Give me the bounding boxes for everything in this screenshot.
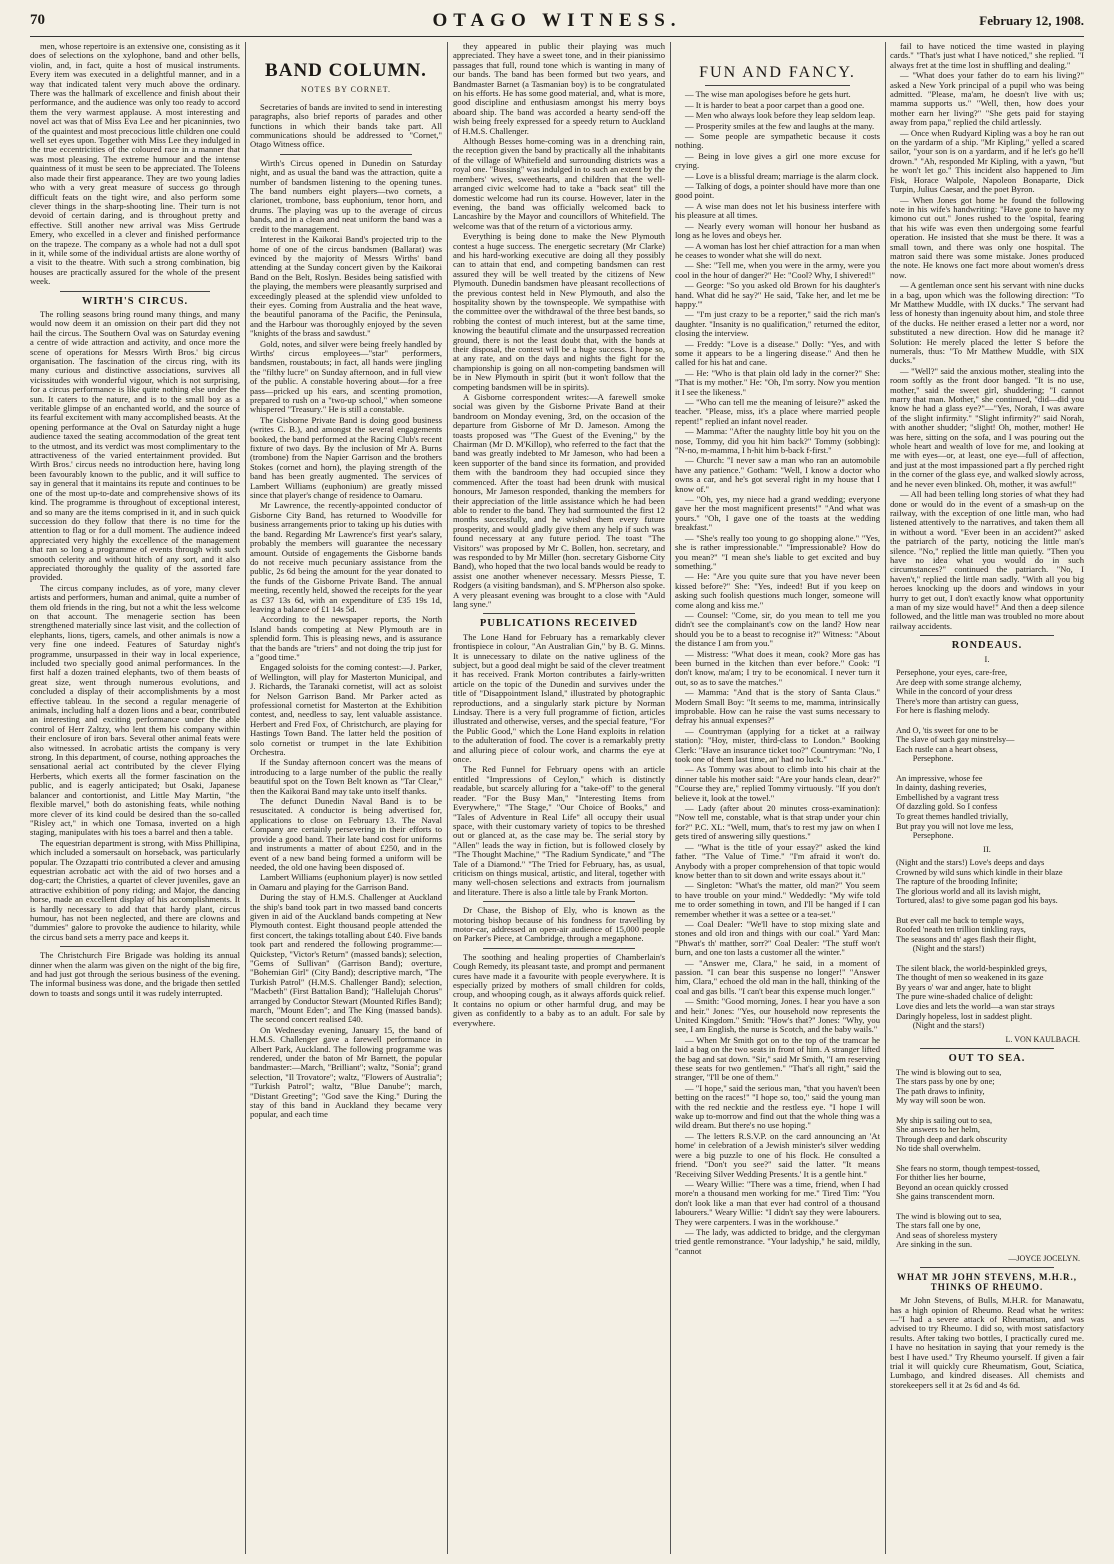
verse-line: Are sinking in the sun. [896, 1240, 973, 1250]
issue-date: February 12, 1908. [979, 13, 1084, 28]
circus-heading: WIRTH'S CIRCUS. [81, 295, 189, 307]
verse-line [896, 764, 1084, 774]
verse-line: The wind is blowing out to sea, [896, 1067, 1002, 1077]
quip: — Love is a blissful dream; marriage is the alarm clock. [685, 170, 879, 181]
quip: — Mistress: "What does it mean, cook? More gas has been burned in the kitchen than ever before." Cook: "I don't know, ma'am; I try to be economical. I never turn it out, so as to save the matches." [675, 648, 880, 687]
verse-line: Embellished by a vagrant tress [896, 792, 999, 802]
verse-line: Tortured, alas! to give some pagan god his bays. [896, 896, 1058, 906]
column-3 [453, 42, 665, 1554]
quip: — "I hope," said the serious man, "that you haven't been betting on the races!" "I hope so, too," said the young man with the red necktie and the restless eye. "I hope I will wake up to-morrow and find out that the whole thing was a wild dream. But there's no use hoping." [675, 1082, 880, 1131]
band-column-intro: Secretaries of bands are invited to send in interesting paragraphs, also brief reports of parades and other functions in which their bands take part. All communications should be addressed to "Cornet," Otago Witness office. [250, 101, 442, 150]
column-rule [670, 42, 671, 1554]
page-number: 70 [30, 12, 45, 28]
verse-line: And O, 'tis sweet for one to be [896, 725, 998, 735]
publications-paragraph: The Lone Hand for February has a remarkably clever frontispiece in colour, "An Australian Gin," by B. G. Minns. It is unnecessary to dilate on the native ugliness of the subject, but a good deal might be said of the clever treatment it has received. Frank Morton contributes a fairly-written article on the topic of the Dunedin and survives under the title of "Disappointment Island," illustrated by photographic reproductions, and a singularly stark picture by Norman Lindsay. There is a very full programme of fiction, articles illustrated and otherwise, verses, and the special feature, "For the Public Good," which the Lone Hand exploits in relation to the adulteration of food. The cover is a remarkably pretty and alluring piece of colour work, and charms the eye at once. [453, 631, 665, 765]
circus-paragraph: The rolling seasons bring round many things, and many would now deem it an omission on their part did they not hail the circus. The Southern Oval was on Saturday evening a centre of wide attraction and activity, and once more the scene of operations for Messrs Wirth Bros.' big circus organisation. The fascination of the circus ring, with its many curious and distinctive associations, survives all vicissitudes with wonderful vigour, which is not surprising, for a circus performance is like quite nothing else under the sun. It caters to the nature, and is to the small boy as a veritable glimpse of an enchanted world, and the source of its fearful excitement with many accomplished beasts. At the opening performance at the Oval on Saturday night a huge audience taxed the seating accommodation of the great tent to the utmost, and its verdict was most complimentary to the attractiveness of the varied entertainment provided. But Wirth Bros.' circus needs no introduction here, having long been favourably known to the public, and it will suffice to say in general that it maintains its repute and continues to be one of the most up-to-date and comprehensive shows of its kind. The programme is throughout of exceptional interest, and so many are the items comprised in it, and in such quick succession do they follow that there is no time for the attention to flag or for a dull moment. The audience indeed appreciated very highly the excellence of the management that ran so long a programme of events through with such smooth celerity and without hitch of any sort, and it also appreciated thoroughly the quality of the assorted fare provided. [30, 308, 240, 583]
quip: — The wise man apologises before he gets hurt. [685, 89, 851, 100]
verse-line: My ship is sailing out to sea, [896, 1115, 993, 1125]
verse-line: No tide shall overwhelm. [896, 1144, 981, 1154]
publications-paragraph: The Red Funnel for February opens with an article entitled "Impressions of Ceylon," which is distinctly readable, but scarcely alluring for a "take-off" to the general reader. "For the Busy Man," "Interesting Items from Everywhere," "The Stage," "Our Choice of Books," and "Tales of Adventure in Real Life" all occupy their usual space, with their customary variety of topics to be threshed out or glanced at, as the case may be. The serial story by "Allen" leads the way in fiction, but is followed closely by "The Thought Machine," "The Radium Syndicate," and "The Tale of a Diamond." "The Tried for February, has, as usual, criticism on things musical, artistic, and literal, together with many well-chosen selections and extracts from journalism and literature. There is also a little tale by Frank Morton. [453, 764, 665, 897]
band-paragraph: Mr Lawrence, the recently-appointed conductor of Gisborne City Band, has returned to Woodville for business arrangements prior to taking up his duties with the band. Regarding Mr Lawrence's first year's salary, probably the members will guarantee the necessary amount. Outside of engagements the Gisborne bands do not receive much pecuniary assistance from the public, 2s 6d being the amount for the year donated to the funds of the Gisborne Private Band. The annual meeting, recently held, showed the receipts for the year as £37 13s 6d, with an expenditure of £35 19s 1d, leaving a balance of £1 14s 5d. [250, 500, 442, 614]
band-column-byline: NOTES BY CORNET. [301, 85, 391, 95]
rheumo-heading: WHAT MR JOHN STEVENS, M.H.R., THINKS OF RHEUMO. [897, 1272, 1077, 1292]
verse-line: Daringly hopeless, lost in saddest plight. [896, 1011, 1033, 1021]
bishop-paragraph: Dr Chase, the Bishop of Ely, who is known as the motoring bishop because of his fondness for travelling by motor-car, addressed an open-air audience of 15,000 people on Parker's Piece, at Cambridge, through a megaphone. [453, 905, 665, 944]
divider [920, 1267, 1054, 1268]
quip: — Mamma: "And that is the story of Santa Claus." Modern Small Boy: "It seems to me, mamma, intrinsically improbable. How can he raise the vast sums necessary to defray his annual expenses?" [675, 687, 880, 726]
quip: — Smith: "Good morning, Jones. I hear you have a son and heir." Jones: "Yes, our household now represents the United Kingdom." Smith: "How's that?" Jones: "Why, you see, I am English, the nurse is Scotch, and the baby wails." [675, 996, 880, 1035]
quip: — A wise man does not let his business interfere with his pleasure at all times. [675, 200, 880, 221]
quip: — The lady, was addicted to bridge, and the clergyman tried gentle remonstrance. "Your ladyship," he said, mildly, "cannot [675, 1226, 880, 1256]
verse-line: The silent black, the world-bespinkled greys, [896, 963, 1047, 973]
quip: — Lady (after about 20 minutes cross-examination): "Now tell me, constable, what is that strap under your chin for?" P.C. XL: "Well, mum, that's to rest my jaw on when I gets tired of answering silly questions." [675, 803, 880, 842]
verse-line [896, 1154, 1084, 1164]
verse-line: Persephone. [896, 831, 954, 841]
column-2 [250, 42, 442, 1554]
quip: — Prosperity smiles at the few and laughs at the many. [685, 120, 875, 131]
divider [483, 948, 635, 949]
fire-brigade-paragraph: The Christchurch Fire Brigade was holding its annual dinner when the alarm was given on the night of the big fire, and had just got through the serious business of the evening. The informal business was done, and the brigade then settled down to toasts and songs until it was rudely interrupted. [30, 950, 240, 998]
rondeau-number: II. [983, 844, 991, 854]
verse-line: While in the concord of your dress [896, 687, 1013, 697]
verse-line: Are deep with some strange alchemy, [896, 677, 1022, 687]
verse-line: In dainty, dashing reveries, [896, 783, 987, 793]
verse-line: But ever call me back to temple ways, [896, 915, 1024, 925]
quip: — "Oh, yes, my niece had a grand wedding; everyone gave her the most magnificent presents!" "And what was yours." "Oh, I gave one of the toasts at the wedding breakfast." [675, 494, 880, 533]
verse-line [896, 906, 1084, 916]
quip: — Mamma: "After the naughty little boy hit you on the nose, Tommy, did you hit him back?" Tommy (sobbing): "N-no, m-mamma, I h-hit him b-back f-first." [675, 426, 880, 456]
publications-heading: PUBLICATIONS RECEIVED [479, 618, 639, 630]
quip: — It is harder to beat a poor carpet than a good one. [685, 99, 865, 110]
band-paragraph: The Gisborne Private Band is doing good business (writes C. B.), and amongst the several engagements booked, the band performed at the Racing Club's recent fixture of two days. By the inclusion of Mr A. Burns (trombone) from the Napier Garrison and the brothers Stokes (cornet and horn), the playing strength of the band has been greatly augmented. The services of Lambert Williams (euphonium) are greatly missed since that player's change of residence to Oamaru. [250, 414, 442, 501]
quip: — Nearly every woman will honour her husband as long as he loves and obeys her. [675, 220, 880, 241]
rondeau-number: I. [984, 654, 990, 664]
verse-line: The glorious world and all its lavish might, [896, 886, 1041, 896]
verse-line [896, 716, 1084, 726]
verse-line: My way will soon be won. [896, 1096, 986, 1106]
quip: — A gentleman once sent his servant with nine ducks in a bag, upon which was the following direction: "To Mr Matthew Muddle, with IX ducks." The servant had less of honesty than ingenuity about him, and stole three of the ducks. He neither erased a letter nor a word, nor substituted a new direction. How did he manage it? Solution: He merely placed the letter S before the numerals, thus: "To Mr Matthew Muddle, with SIX ducks." [890, 280, 1084, 366]
out-to-sea-poem [890, 1068, 1084, 1250]
verse-line: Persephone. [896, 754, 954, 764]
divider [483, 613, 635, 614]
column-rule [447, 42, 448, 1554]
quip: — Men who always look before they leap seldom leap. [685, 110, 875, 121]
verse-line: To great themes handled trivially, [896, 811, 1009, 821]
rheumo-advert: Mr John Stevens, of Bulls, M.H.R. for Manawatu, has a high opinion of Rheumo. Read what he writes:—"I had a severe attack of Rheumatism, and was advised to try Rheumo. I did so, with most satisfactory results. After taking two bottles, I practically cured me. I have no hesitation in saying that your remedy is the best I have used." Try Rheumo yourself. If given a fair trial it will quickly cure Rheumatism, Gout, Sciatica, Lumbago, and kindred diseases. All chemists and storekeepers sell it at 2s 6d and 4s 6d. [890, 1295, 1084, 1390]
band-paragraph: Gold, notes, and silver were being freely handled by Wirths' circus employees—"star" performers, bandsmen, roustabouts; in fact, all hands were jingling the "filthy lucre" on Sunday afternoon, and in full view of the public. A constable hovering about—for a free pass—pricked up his ears, and scenting promotion, prepared to rush on a "two-up school," when someone whispered "Treasury." He is still a constable. [250, 338, 442, 415]
verse-line: Through deep and dark obscurity [896, 1134, 1008, 1144]
column-rule [245, 42, 246, 1554]
verse-line: She gains transcendent morn. [896, 1192, 995, 1202]
verse-line: She answers to her helm, [896, 1125, 980, 1135]
quip: — "Answer me, Clara," he said, in a moment of passion. "I can bear this suspense no longer!" "Answer him, Clara," echoed the old man in the hall, thinking of the coal and gas bills. "I can't bear this expense much longer." [675, 957, 880, 996]
quip: — A woman has lost her chief attraction for a man when he ceases to wonder what she will do next. [675, 240, 880, 260]
verse-line: By years o' war and anger, hate to blight [896, 982, 1031, 992]
verse-line: The rapture of the brooding Infinite; [896, 877, 1018, 887]
band-paragraph: Everything is being done to make the New Plymouth contest a huge success. The energetic secretary (Mr Clarke) and his hard-working executive are doing all they possibly can to attain that end, and competing bandsmen can rest assured they will be well treated by the citizens of New Plymouth. Dunedin bandsmen have pleasant recollections of the previous contest held in New Plymouth, and also the hospitality shown by the townspeople. We sympathise with the committee over the withdrawal of the three best bands, so robbing the contest of much interest, but at the same time, knowing the beautiful climate and the unsurpassed recreation ground, there is not the least doubt that, with the bands at their disposal, the contest will be a huge success. I hope so, at any rate, and on the days and nights the fight for the championship is going on all non-competing bandsmen will be in New Plymouth in spirit (but it won't follow that the competing bandsmen will be in spirits). [453, 231, 665, 392]
quip: — Freddy: "Love is a disease." Dolly: "Yes, and with some it appears to be a lingering disease." And then he called for his hat and cane. [675, 338, 880, 368]
quip: — When Jones got home he found the following note in his wife's handwriting: "Have gone to have my kimono cut out." Jones rushed to the 'ospital, fearing that his wife was even then undergoing some fearful operation. He insisted that she must be there. It was a small town, and there was only one hospital. The matron said there was some mistake. Jones produced the note. He knows one fact more about women's dress now. [890, 194, 1084, 280]
column-1 [30, 42, 240, 1554]
quip: — "I'm just crazy to be a reporter," said the rich man's daughter. "Insanity is no qualification," returned the editor, closing the interview. [675, 309, 880, 339]
band-paragraph: On Wednesday evening, January 15, the band of H.M.S. Challenger gave a farewell performance in Albert Park, Auckland. The following programme was rendered, under the baton of Mr Barnett, the popular bandmaster:—March, "Brilliant"; waltz, "Sonia"; grand selection, "Il Trovatore"; waltz, "Flowers of Australia"; "Turkish Patrol"; waltz, "Blue Danube"; march, "Distant Greeting"; "God save the King." During the stay of this band in Auckland they became very popular, and each time [250, 1024, 442, 1120]
verse-line: The wind is blowing out to sea, [896, 1211, 1002, 1221]
divider [920, 635, 1054, 636]
band-paragraph: Interest in the Kaikorai Band's projected trip to the home of one of the circus bandsmen (Ballarat) was evinced by the majority of Messrs Wirths' band attending at the Sunday concert given by the Kaikorai Band on the Belt, Roslyn. Besides being satisfied with the playing, the members were pleasantly surprised and exceedingly pleased at the splendid view unfolded to their eyes. Coming from Australia and the heat wave, the beautiful panorama of the Pacific, the Peninsula, and the Harbour was thoroughly enjoyed by the seven "knights of the brass and sawdust." [250, 234, 442, 339]
circus-paragraph: The circus company includes, as of yore, many clever artists and performers, human and animal, quite a number of them old friends in the ring, but not a whit the less welcome on that account. The menagerie section has been strengthened materially since last visit, and the collection of elephants, lions, tigers, camels, and other animals is now a very fine one indeed. Features of Saturday night's programme, unsurpassed in their way in local experience, included two specially good animal performances. In the first half a dozen trained elephants, two of them beasts of great size, went through numerous evolutions, and concluded a display of their accomplishments by a most effective tableau. In the second a regular menagerie of animals, including half a dozen lions and a bear, contributed an interesting and exciting performance under the able control of Herr Zaltzy, who lent them his company within their enclosure of iron bars. Several other animal feats were also witnessed. In acrobatic artists the company is very strong. In this department, of course, nothing approaches the sensational aerial act contributed by the clever Flying Herberts, which exerts all the former fascination on the public, and is eagerly anticipated; but Osaki, Japanese balancer and contortionist, and Little May Martin, "the flexible marvel," both do astonishing feats, while nothing more clever of its kind could be desired than the so-called "Risley act," in which one Tomasa, inverted on a high staging, manipulates with his toes a barrel and then a table. [30, 582, 240, 838]
quip: — Once when Rudyard Kipling was a boy he ran out on the yardarm of a ship. "Mr Kipling," yelled a scared sailor, "your son is on a yardarm, and if he let's go he'll drown." "Ah, responded Mr Kipling, with a yawn, "but he won't let go." This incident also happened to Jim Fisk, Horace Walpole, Napoleon Bonaparte, Dick Turpin, Julius Caesar, and the poet Byron. [890, 127, 1084, 195]
verse-line: Beyond an ocean quickly crossed [896, 1182, 1009, 1192]
verse-line [896, 1106, 1084, 1116]
verse-line [896, 954, 1084, 964]
divider [60, 946, 210, 947]
quip: — Counsel: "Come, sir, do you mean to tell me you didn't see the complainant's cow on the land? How near should you be to a beast to recognise it?" Witness: "About the distance I am from you." [675, 609, 880, 649]
quip: — "What does your father do to earn his living?" asked a New York principal of a pupil who was being admitted. "Please, ma'am, he doesn't live with us; mamma supports us." "Well, then, how does your mother earn her living?" "She gets paid for staying away from papa," replied the child artlessly. [890, 70, 1084, 128]
quip: — Some people are sympathetic because it costs nothing. [675, 131, 880, 151]
quip: — He: "Who is that plain old lady in the corner?" She: "That is my mother." He: "Oh, I'm sorry. Now you mention it I see the likeness." [675, 367, 880, 397]
quip: — "Well?" said the anxious mother, stealing into the room softly as the front door banged. "It is no use, mother," said the sweet girl, shuddering; "I cannot marry that man. Mother," she continued, "did—did you know he had a glass eye?"—"Yes, Norah, I was aware of the slight infirmity." "Slight infirmity?" said Norah, with another shudder; "slight! Oh, mother, mother! He was here, sitting on the sofa, and I was pouring out the whole heart and wealth of love for me, and looking at me with eyes—or, at least, one eye—full of affection, and just at the most impassioned part a fly perched right in the corner of the glass eye, and walked slowly across, and he never even blinked. Oh, mother, it was awful!" [890, 365, 1084, 489]
verse-line: But pray you will not love me less, [896, 821, 1014, 831]
verse-line: And seas of shoreless mystery [896, 1230, 998, 1240]
quip: — George: "So you asked old Brown for his daughter's hand. What did he say?" He said, 'Take her, and let me be happy.'" [675, 280, 880, 309]
verse-line: For thither lies her bourne, [896, 1173, 986, 1183]
quip: — Countryman (applying for a ticket at a railway station): "Hoy, mister, third-class to London." Booking Clerk: "Have an insurance ticket too?" Countryman: "No, I took one of them last time, an' had no luck." [675, 725, 880, 765]
quip: — All had been telling long stories of what they had done or would do in the event of a smash-up on the railway, with the exception of one little man, who had listened attentively to the narratives, and taken them all in without a word. "Ever been in an accident?" asked the patriarch of the party, noticing the little man's silence. "No," replied the little man quietly. "Then you have no idea what you would do in such circumstances?" continued the patriarch. "No, I haven't," replied the little man sadly. "With all you big heroes knocking up the doors and windows in your hurry to get out, I don't exactly know what opportunity a man of my size would have!" And then a deep silence followed, and the little man was troubled no more about railway accidents. [890, 489, 1084, 631]
verse-line: The stars fall one by one, [896, 1221, 981, 1231]
newspaper-title: OTAGO WITNESS. [432, 10, 682, 31]
band-paragraph: Wirth's Circus opened in Dunedin on Saturday night, and as usual the band was the attraction, quite a number of bandsmen listening to the opening tunes. The band numbers eight players—two cornets, a clarionet, trombone, bass euphonium, tenor horn, and drums. The playing was up to the average of circus bands, and in a clean and neat uniform the band was a credit to the management. [250, 157, 442, 234]
verse-line: The path draws to infinity, [896, 1086, 985, 1096]
quip: — "What is the title of your essay?" asked the kind father. "The Value of Time." "I'm afraid it won't do. Anybody with a proper comprehension of that topic would know better than to sit down and write essays about it." [675, 841, 880, 880]
quip: — As Tommy was about to climb into his chair at the dinner table his mother said: "Are your hands clean, dear?" "Course they are," replied Tommy virtuously. "If you don't believe it, look at the towel." [675, 764, 880, 803]
rondeau-one [890, 668, 1084, 841]
verse-line: For here is flashing melody. [896, 706, 990, 716]
quip: fail to have noticed the time wasted in playing cards." "That's just what I have noticed," she replied. "I always fret at the time lost in shuffling and dealing." [890, 42, 1084, 70]
verse-line: Roofed 'neath ten trillion tinkling rays, [896, 925, 1026, 935]
divider [705, 85, 850, 86]
verse-line: The seasons and th' ages flash their flight, [896, 934, 1037, 944]
quip: — "Who can tell me the meaning of leisure?" asked the teacher. "Please, miss, it's a place where married people repent!" replied an infant novel reader. [675, 397, 880, 426]
rondeau-two [890, 858, 1084, 1031]
verse-line: Each rustle can a heart obsess, [896, 744, 998, 754]
quip: — The letters R.S.V.P. on the card announcing an 'At home' in celebration of a Jewish minister's silver wedding were a big puzzle to one of his flock. He consulted a friend. "Don't you see?" said the latter. "It means 'Receiving Silver Wedding Presents.' It is a gentle hint." [675, 1130, 880, 1179]
band-column-heading: BAND COLUMN. [265, 60, 427, 81]
verse-line: The stars pass by one by one; [896, 1077, 995, 1087]
band-paragraph: Although Besses home-coming was in a drenching rain, the reception given the band by practically all the inhabitants of the village of Whitefield and surrounding districts was a royal one. "Bussing" was indulged in to such an extent by the members' wives, sweethearts, and children that the well-arranged civic welcome had to take a "back seat" till the domestic welcome had run its course. However, later in the evening, the band was officially welcomed back to Lancashire by the Mayor and councillors of Whitefield. The welcome was that of the return of a victorious army. [453, 136, 665, 231]
band-paragraph: During the stay of H.M.S. Challenger at Auckland the ship's band took part in two massed band concerts given in aid of the Auckland bands competing at New Plymouth contest. Eight thousand people attended the first concert, the takings totalling about £40. Five bands took part and rendered the following programme:—Quickstep, "Victor's Return" (massed bands); selection, "Gems of Sullivan" (Garrison Band); overture, "Bohemian Girl" (City Band); descriptive march, "The Turkish Patrol" (H.M.S. Challenger Band); selection, "Macbeth" (First Battalion Band); "Hallelujah Chorus" arranged by Conductor Stewart (Mounted Rifles Band); march, "Mount Eden"; and The King (massed bands). The second concert realised £40. [250, 892, 442, 1025]
verse-line: She fears no storm, though tempest-tossed, [896, 1163, 1040, 1173]
verse-line: Of dazzling gold. So I confess [896, 802, 998, 812]
rondeaus-author: L. VON KAULBACH. [1005, 1034, 1080, 1044]
band-paragraph: Engaged soloists for the coming contest:—J. Parker, of Wellington, will play for Masterton Municipal, and J. Richards, the Taranaki cornetist, will act as soloist for Nelson Garrison Band. Mr Parker acted as professional cornetist for Masterton at the Exhibition contest, and, needless to say, lent valuable assistance. Herbert and Fred Fox, of Christchurch, are playing for Hastings Town Band. The latter held the position of solo cornetist or trumpet in the late Exhibition Orchestra. [250, 662, 442, 758]
verse-line: There's more than artistry can guess, [896, 696, 1019, 706]
quip: — Talking of dogs, a pointer should have more than one good point. [675, 181, 880, 201]
band-paragraph: they appeared in public their playing was much appreciated. They have a sweet tone, and in their pianissimo passages that full, round tone which is wanting in many of our bands. The band has been formed but two years, and Bandmaster Barnet (a Tasmanian boy) is to be congratulated on his efforts. He has some good material, and, what is more, good discipline and enthusiasm amongst his merry boys aboard ship. The band was accorded a hearty send-off the wish being freely expressed for a speedy return to Auckland of H.M.S. Challenger. [453, 42, 665, 136]
divider [483, 901, 635, 902]
divider [280, 154, 412, 155]
verse-line: An impressive, whose fee [896, 773, 983, 783]
out-to-sea-heading: OUT TO SEA. [948, 1053, 1026, 1065]
column-rule [885, 42, 886, 1554]
rondeaus-heading: RONDEAUS. [951, 640, 1023, 652]
out-to-sea-author: —JOYCE JOCELYN. [1008, 1253, 1080, 1263]
verse-line: (Night and the stars!) [896, 1021, 985, 1031]
quip: — Coal Dealer: "We'll have to stop mixing slate and stones and old iron and things with our coal." Yard Man: "Phwat's th' matther, sorr?" Coal Dealer: "The stuff won't burn, and one ton lasts a customer all the winter." [675, 918, 880, 958]
verse-line: Crowned by wild suns which kindle in their blaze [896, 867, 1063, 877]
variety-review-paragraph: men, whose repertoire is an extensive one, consisting as it does of selections on the xylophone, band and other bells, violin, and, in fact, quite a host of musical instruments. Every item was executed in a delightful manner, and in a way that indicated talent very much above the ordinary. There was the hallmark of excellence and finish about their performance, and the audience was only too ready to accord them the very warmest applause. A most interesting and novel act was that of Miss Eva Lee and her picaninnies, two of the quaintest and most precocious little children one could well set eyes upon. Together with Miss Lee they indulged in the true eccentricities of the coloured race in a manner that was most pleasing. The extreme humour and the intense quaintness of it must be seen to be appreciated. The Toleens also made their first appearance. They are two young ladies who with a very great measure of success go through difficult feats on the tight wire, and also perform some clever things in the sharp-shooting line. Their turn is not devoid of certain daring, and is throughout pretty and effective. Still another new arrival was Miss Gertrude Emery, who excelled in a clever and finished performance on the trapeze. The company as a whole had not a dull spot in it, while some of the individual artists are alone worthy of a visit to the theatre. With such a strong combination, big houses are practically assured for the whole of the present week. [30, 42, 240, 287]
verse-line: The slave of such gay minstrelsy— [896, 735, 1015, 745]
verse-line: (Night and the stars!) [896, 944, 985, 954]
quip: — Weary Willie: "There was a time, friend, when I had more'n a thousand men working for me." Tired Tim: "You don't look like a man that ever had control of a thousand labourers." Weary Willie: "I didn't say they were labourers. They were carpenters. I was in the workhouse." [675, 1178, 880, 1227]
band-paragraph: According to the newspaper reports, the North Island bands competing at New Plymouth are in splendid form. This is pleasing news, and is assurance that the bands are "triers" and not doing the trip just for a "good time." [250, 614, 442, 662]
quip: — Being in love gives a girl one more excuse for crying. [675, 150, 880, 171]
quip: — "She's really too young to go shopping alone." "Yes, she is rather impressionable." "Impressionable? How do you mean?" "I mean she's liable to get excited and buy something." [675, 532, 880, 571]
band-paragraph: Lambert Williams (euphonium player) is now settled in Oamaru and playing for the Garrison Band. [250, 872, 442, 892]
divider [920, 1048, 1054, 1049]
verse-line [896, 1202, 1084, 1212]
quip: — Singleton: "What's the matter, old man?" You seem to have trouble on your mind." Weddedly: "My wife told me to order something in town, and I'll be hanged if I can remember whether it was a settee or a tea-set." [675, 880, 880, 919]
divider [60, 291, 210, 292]
column-5 [890, 42, 1084, 1554]
band-paragraph: If the Sunday afternoon concert was the means of introducing to a large number of the public the really beautiful spot on the Town Belt known as "Tar Clear," then the Kaikorai Band may take unto itself thanks. [250, 757, 442, 796]
band-paragraph: The defunct Dunedin Naval Band is to be resuscitated. A conductor is being advertised for, applications to close on February 13. The Naval Company are certainly persevering in their efforts to provide a good band. Their late band cost for uniforms and instruments a matter of about £250, and in the event of a new band being formed a uniform will be needed, the old one having been disposed of. [250, 796, 442, 872]
quip: — She: "Tell me, when you were in the army, were you cool in the hour of danger?" He: "Cool? Why, I shivered!" [675, 260, 880, 280]
verse-line: The thought of men so weakened in its gaze [896, 973, 1044, 983]
column-4 [675, 42, 880, 1554]
cough-remedy-advert: The soothing and healing properties of Chamberlain's Cough Remedy, its pleasant taste, and prompt and permanent cures have made it a favourite with people everywhere. It is especially prized by mothers of small children for colds, croup, and whooping cough, as it always affords quick relief. It contains no opium or other harmful drug, and may be given as confidently to a baby as to an adult. For sale by everywhere. [453, 951, 665, 1028]
circus-paragraph: The equestrian department is strong, with Miss Phillipina, which included a somersault on horseback, was particularly popular. The Ozzapatti trio contributed a clever and amusing equestrian acrobatic act with the aid of two horses and a dog-cart; the Christies, a quartet of clever juveniles, gave an attractive exhibition of pony riding; and Major, the dancing horse, made an excellent display of his accomplishments. It is hardly necessary to add that that hardy plant, circus humour, has not been neglected, and there are clowns and "dummies" galore to provoke the audience to hilarity, while the circus band sets a merry pace and keeps it. [30, 837, 240, 942]
quip: — When Mr Smith got on to the top of the tramcar he laid a bag on the two seats in front of him. A stranger lifted the bag and sat down. "Sir," said Mr Smith, "I am reserving these seats for two gentlemen." "That's all right," said the stranger, "I'll be one of them." [675, 1034, 880, 1083]
verse-line: (Night and the stars!) Love's deeps and days [896, 858, 1045, 868]
fun-and-fancy-heading: FUN AND FANCY. [699, 64, 856, 81]
quip: — He: "Are you quite sure that you have never been kissed before?" She: "Yes, indeed! But if you keep on asking such foolish questions much longer, someone will come along and kiss me." [675, 571, 880, 610]
verse-line: The pure wine-shaded chalice of delight: [896, 992, 1033, 1002]
masthead [30, 10, 1084, 37]
verse-line: Persephone, your eyes, care-free, [896, 668, 1008, 677]
verse-line: Love dies and lets the world—a wan star strays [896, 1002, 1055, 1011]
quip: — Church: "I never saw a man who ran an automobile have any patience." Gotham: "Well, I know a doctor who owns a car, and he's got several right in my house that I know of." [675, 455, 880, 494]
band-paragraph: A Gisborne correspondent writes:—A farewell smoke social was given by the Gisborne Private Band at their bandroom on Monday evening, 3rd, on the occasion of the departure from Gisborne of Mr D. Jameson. Among the toasts proposed was "The Guest of the Evening," by the Chairman (Mr D. M'Killop), who referred to the fact that the band was greatly indebted to Mr Jameson, who had been a keen supporter of the band since its formation, and provided them with the bandroom they had occupied since they commenced. After the toast had been drunk with musical honours, Mr Jameson responded, thanking the members for their appreciation of the little assistance which he had been able to render to the band. They had surmounted the first 12 months successfully, and he wished them every future prosperity, and would gladly give them any help if such was found necessary at any future period. The toast "The Visitors" was proposed by Mr C. Bollen, hon. secretary, and was responded to by Mr Miller (hon. secretary Gisborne City Band), who hoped that the two local bands would be ready to assist one another whenever necessary. Messrs Piesse, T. Rodgers (a visiting bandsman), and S. M'Pherson also spoke. A very pleasant evening was brought to a close with "Auld lang syne." [453, 392, 665, 609]
